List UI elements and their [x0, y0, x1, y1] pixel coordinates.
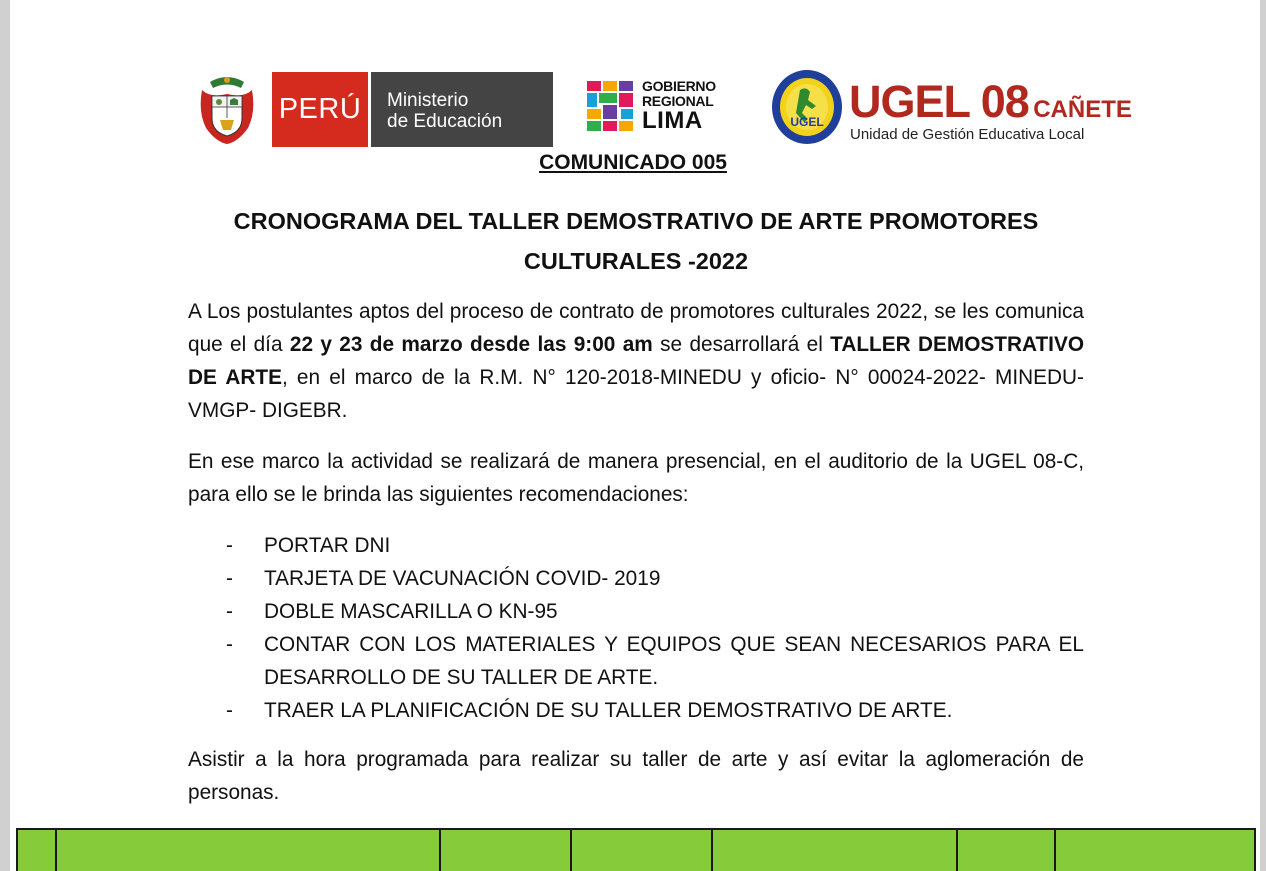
list-dash: -	[226, 534, 233, 557]
viewer-margin-left	[0, 0, 10, 871]
list-item	[188, 595, 1084, 628]
list-item	[188, 628, 1084, 694]
list-dash: -	[226, 699, 233, 722]
gobierno-regional-lima-text	[642, 79, 722, 132]
gore-line2: REGIONAL	[642, 93, 714, 109]
schedule-table-header	[16, 828, 1256, 871]
paragraph-intro	[188, 295, 1084, 427]
table-column-divider	[439, 830, 441, 871]
table-column-divider	[956, 830, 958, 871]
minedu-brand-logo	[371, 72, 553, 147]
ugel-seal-logo	[770, 68, 844, 146]
table-column-divider	[570, 830, 572, 871]
list-item	[188, 562, 1084, 595]
ugel-title	[849, 76, 1132, 128]
gore-line1: GOBIERNO	[642, 78, 716, 94]
p1-taller-name: TALLER DEMOSTRATIVO DE ARTE	[188, 333, 1084, 389]
table-column-divider	[1054, 830, 1056, 871]
list-dash: -	[226, 633, 233, 656]
comunicado-heading: COMUNICADO 005	[539, 151, 727, 174]
peru-brand-logo	[272, 72, 368, 147]
recommendations-list	[188, 529, 1084, 727]
p1-part-c: se desarrollará el	[652, 333, 831, 356]
p1-part-a: A Los postulantes aptos del proceso de contrato de promotores culturales 2022, se les comunica que el día	[188, 300, 1084, 356]
title-line1: CRONOGRAMA DEL TALLER DEMOSTRATIVO DE ARTE PROMOTORES	[233, 208, 1039, 234]
list-dash: -	[226, 567, 233, 590]
list-item-text: PORTAR DNI	[264, 534, 391, 557]
peru-coat-of-arms-logo	[194, 72, 260, 146]
list-item	[188, 694, 1084, 727]
gore-line3: LIMA	[642, 107, 703, 134]
minedu-line2: de Educación	[387, 111, 503, 132]
list-item-text: CONTAR CON LOS MATERIALES Y EQUIPOS QUE SEAN NECESARIOS PARA EL DESARROLLO DE SU TALLER DE ARTE.	[264, 633, 1084, 689]
p1-part-e: , en el marco de la R.M. N° 120-2018-MINEDU y oficio- N° 00024-2022- MINEDU-VMGP- DIGEBR.	[188, 366, 1084, 422]
gobierno-regional-lima-logo-icon	[585, 79, 637, 133]
list-item-text: TARJETA DE VACUNACIÓN COVID- 2019	[264, 567, 661, 590]
list-item-text: DOBLE MASCARILLA O KN-95	[264, 600, 558, 623]
minedu-line1: Ministerio	[387, 90, 469, 111]
paragraph-context: En ese marco la actividad se realizará de manera presencial, en el auditorio de la UGEL 08-C, para ello se le brinda las siguientes recomendaciones:	[188, 450, 1084, 506]
list-item-text: TRAER LA PLANIFICACIÓN DE SU TALLER DEMOSTRATIVO DE ARTE.	[264, 699, 953, 722]
viewer-margin-right	[1260, 0, 1266, 871]
list-item	[188, 529, 1084, 562]
title-line2: CULTURALES -2022	[523, 248, 749, 274]
ugel-subtitle: Unidad de Gestión Educativa Local	[850, 126, 1085, 143]
table-column-divider	[55, 830, 57, 871]
document-title	[188, 201, 1084, 281]
p1-date-time: 22 y 23 de marzo desde las 9:00 am	[289, 333, 653, 356]
peru-label: PERÚ	[278, 93, 362, 125]
ugel-title-main: UGEL 08	[849, 76, 1029, 127]
ugel-title-place: CAÑETE	[1033, 96, 1132, 123]
list-dash: -	[226, 600, 233, 623]
ugel-seal-text: UGEL	[790, 115, 824, 129]
table-column-divider	[711, 830, 713, 871]
paragraph-closing: Asistir a la hora programada para realizar su taller de arte y así evitar la aglomeración de personas.	[188, 748, 1084, 804]
